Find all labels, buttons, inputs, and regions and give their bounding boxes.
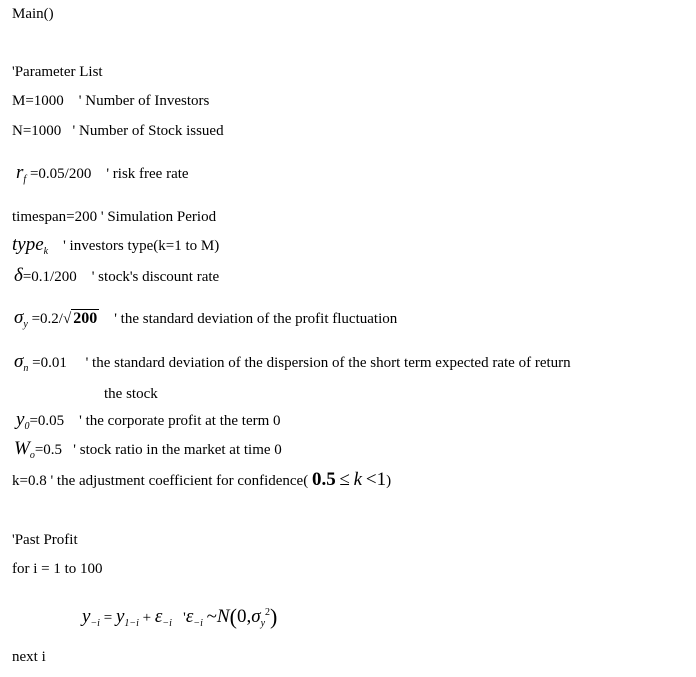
eq-r1: y [115, 606, 125, 627]
param-m-code: M=1000 [12, 93, 64, 109]
param-delta-line [14, 266, 219, 287]
param-timespan-line [12, 207, 216, 227]
param-rf-code: =0.05/200 [29, 166, 92, 182]
sqrt-sign: √ 200 [62, 310, 98, 327]
param-sigma-n-code: =0.01 [32, 355, 67, 371]
sigma-y-subscript: y [23, 319, 28, 330]
k-cond-var: k [353, 469, 363, 490]
eq-c-eps: ε [185, 606, 194, 627]
k-cond-low: 0.5 [311, 469, 336, 490]
param-k-line [12, 470, 391, 491]
param-y0-code: =0.05 [29, 413, 65, 429]
param-delta-code: =0.1/200 [22, 269, 77, 285]
param-n-line [12, 121, 224, 141]
parameter-list-comment: 'Parameter List [12, 64, 103, 80]
y0-subscript: 0 [24, 421, 30, 432]
param-sigma-y-comment: ' the standard deviation of the profit fluctuation [114, 311, 398, 327]
k-cond-lt: < [365, 469, 377, 490]
eq-lhs-sub: −i [90, 618, 100, 629]
eq-dist-sigma-sub: y [260, 618, 266, 629]
for-loop-start: for i = 1 to 100 [12, 561, 103, 577]
function-title: Main() [12, 6, 54, 22]
sigma-n-subscript: n [23, 363, 29, 374]
param-sigma-y-line [14, 308, 397, 335]
for-loop-end: next i [12, 649, 46, 665]
eq-dist-zero: 0, [236, 606, 252, 627]
w0-symbol: W [14, 438, 30, 459]
eq-dist-close: ) [270, 604, 278, 629]
eq-lhs: y [82, 606, 91, 627]
eq-tilde: ~ [206, 606, 217, 627]
param-m-line [12, 91, 209, 111]
param-rf-line [16, 163, 189, 190]
eq-dist: N [216, 606, 230, 627]
param-y0-line [16, 410, 281, 437]
delta-symbol: δ [14, 265, 23, 286]
past-profit-comment: 'Past Profit [12, 532, 78, 548]
sigma-y-symbol: σ [14, 307, 24, 328]
eq-dist-open: ( [229, 604, 237, 629]
eq-equals: = [103, 610, 113, 626]
param-timespan-code: timespan=200 [12, 209, 98, 225]
param-type-line [12, 235, 219, 262]
param-sigma-n-line [14, 352, 571, 379]
k-cond-le: ≤ [339, 469, 350, 490]
param-y0-comment: ' the corporate profit at the term 0 [79, 413, 281, 429]
param-delta-comment: ' stock's discount rate [91, 269, 220, 285]
k-cond-high: 1 [376, 469, 387, 490]
sqrt-radicand: 200 [73, 310, 98, 327]
k-cond-open: ( [303, 473, 309, 489]
eq-comment-prefix: ' [183, 610, 186, 626]
eq-r2-sub: −i [162, 618, 172, 629]
param-sigma-n-comment: ' the standard deviation of the dispersion of the short term expected rate of return [85, 355, 571, 371]
sigma-n-symbol: σ [14, 351, 24, 372]
w0-subscript: o [29, 450, 35, 461]
eq-r1-sub: 1−i [124, 618, 139, 629]
profit-equation [82, 600, 277, 637]
eq-plus: + [142, 610, 152, 626]
param-sigma-y-code: =0.2/ [31, 311, 63, 327]
rf-subscript: f [23, 174, 27, 185]
param-w0-comment: ' stock ratio in the market at time 0 [73, 442, 282, 458]
eq-dist-sigma: σ [251, 606, 261, 627]
type-symbol: type [12, 234, 44, 255]
param-k-comment: ' the adjustment coefficient for confidence [50, 473, 304, 489]
param-n-comment: ' Number of Stock issued [72, 123, 224, 139]
param-w0-line [14, 439, 282, 466]
param-rf-comment: ' risk free rate [106, 166, 189, 182]
param-w0-code: =0.5 [34, 442, 63, 458]
param-timespan-comment: ' Simulation Period [100, 209, 217, 225]
eq-c-eps-sub: −i [193, 618, 203, 629]
param-m-comment: ' Number of Investors [78, 93, 210, 109]
y0-symbol: y [16, 409, 25, 430]
param-n-code: N=1000 [12, 123, 62, 139]
k-cond-close: ) [386, 473, 392, 489]
type-subscript: k [43, 246, 49, 257]
param-k-code: k=0.8 [12, 473, 47, 489]
eq-dist-sup: 2 [265, 607, 271, 618]
param-type-comment: ' investors type(k=1 to M) [63, 238, 220, 254]
rf-symbol: r [16, 162, 24, 183]
param-sigma-n-comment-cont: the stock [104, 386, 158, 402]
eq-r2: ε [154, 606, 163, 627]
